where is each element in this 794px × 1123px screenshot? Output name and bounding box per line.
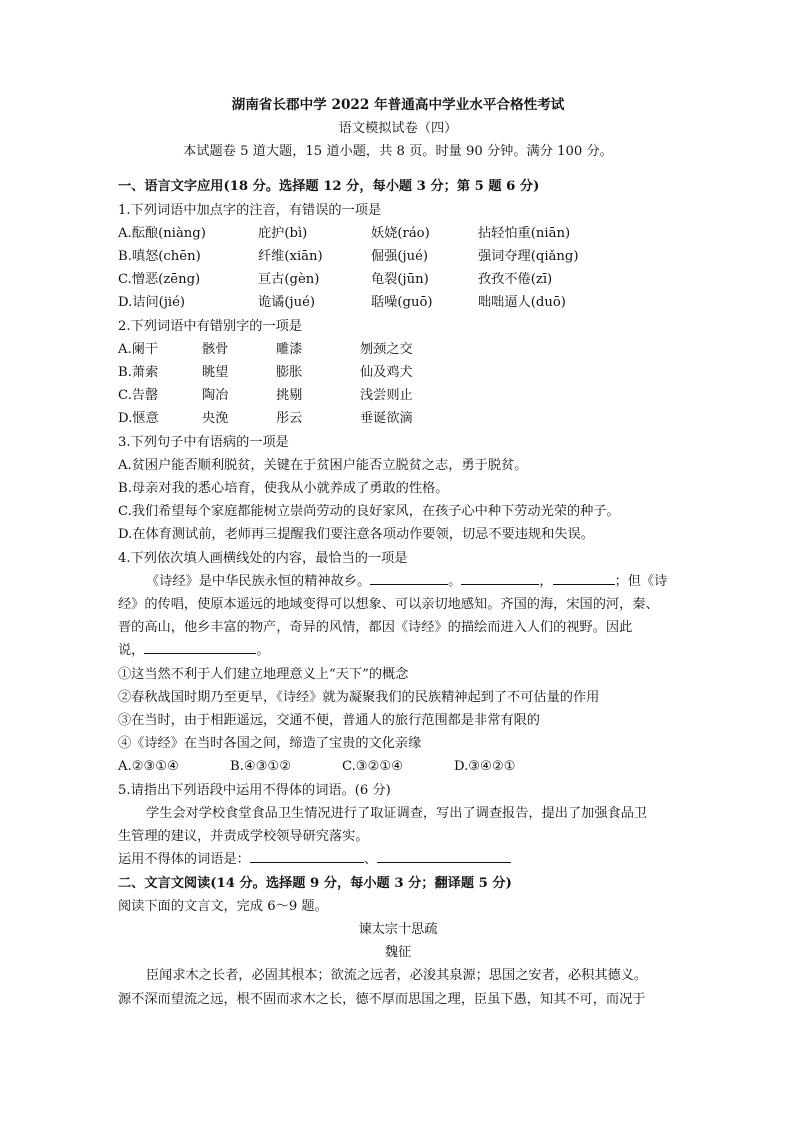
q4-blank-1 bbox=[370, 570, 448, 585]
q1-d-word-1: D.诘问(jié) bbox=[118, 295, 186, 311]
q1-option-a bbox=[118, 222, 678, 245]
q4-passage-text: 说， bbox=[118, 643, 145, 659]
q2-a-word-3: 雕漆 bbox=[276, 341, 303, 357]
q1-b-word-4: 强词夺理(qiǎng) bbox=[478, 249, 579, 265]
q4-item-4: ④《诗经》在当时各国之间，缔造了宝贵的文化亲缘 bbox=[118, 736, 422, 752]
q1-c-word-3: 龟裂(jūn) bbox=[371, 272, 429, 288]
q1-a-word-2: 庇护(bì) bbox=[258, 225, 308, 241]
q4-blank-3 bbox=[553, 570, 615, 585]
q3-option-c: C.我们希望每个家庭都能树立崇尚劳动的良好家风，在孩子心中种下劳动光荣的种子。 bbox=[118, 504, 620, 520]
classical-text-line-2: 源不深而望流之远，根不固而求木之长，德不厚而思国之理，臣虽下愚，知其不可，而况于 bbox=[118, 991, 646, 1007]
q1-b-word-2: 纤维(xiān) bbox=[258, 249, 323, 265]
q5-answer-blank-2[interactable] bbox=[377, 848, 511, 863]
q1-a-word-4: 拈轻怕重(niān) bbox=[478, 225, 571, 241]
q2-a-word-2: 骸骨 bbox=[202, 341, 229, 357]
q2-b-word-3: 膨胀 bbox=[276, 365, 303, 381]
q5-separator: 、 bbox=[363, 852, 378, 868]
q1-a-word-1: A.酝酿(niàng) bbox=[118, 225, 206, 241]
q2-d-word-2: 央浼 bbox=[202, 411, 229, 427]
q2-c-word-1: C.告罄 bbox=[118, 388, 159, 404]
q4-choices bbox=[118, 755, 678, 778]
exam-page bbox=[118, 93, 678, 1011]
q2-b-word-2: 眺望 bbox=[202, 365, 229, 381]
section-1-heading: 一、语言文字应用(18 分。选择题 12 分，每小题 3 分；第 5 题 6 分) bbox=[118, 179, 540, 195]
q4-blank-4 bbox=[144, 639, 256, 654]
q3-option-d: D.在体育测试前，老师再三提醒我们要注意各项动作要领，切忌不要违规和失误。 bbox=[118, 527, 594, 543]
q5-passage-line-2: 生管理的建议，并责成学校领导研究落实。 bbox=[118, 829, 369, 845]
question-5-stem: 5.请指出下列语段中运用不得体的词语。(6 分) bbox=[118, 782, 391, 798]
q2-c-word-2: 陶冶 bbox=[202, 388, 229, 404]
exam-title: 湖南省长郡中学 2022 年普通高中学业水平合格性考试 bbox=[231, 97, 565, 113]
q1-b-word-1: B.嗔怒(chēn) bbox=[118, 249, 201, 265]
exam-info: 本试题卷 5 道大题，15 道小题，共 8 页。时量 90 分钟。满分 100 分。 bbox=[183, 144, 613, 160]
q5-answer-label: 运用不得体的词语是： bbox=[118, 852, 250, 868]
q1-d-word-3: 聒噪(guō) bbox=[371, 295, 433, 311]
q3-option-a: A.贫困户能否顺利脱贫，关键在于贫困户能否立脱贫之志，勇于脱贫。 bbox=[118, 457, 528, 473]
q4-passage-text: ；但《诗 bbox=[614, 573, 668, 589]
q2-b-word-1: B.萧索 bbox=[118, 365, 159, 381]
q5-answer-blank-1[interactable] bbox=[250, 848, 364, 863]
q2-d-word-4: 垂诞欲滴 bbox=[360, 411, 413, 427]
section-2-heading: 二、文言文阅读(14 分。选择题 9 分，每小题 3 分；翻译题 5 分) bbox=[118, 875, 512, 891]
q2-c-word-3: 挑剔 bbox=[276, 388, 303, 404]
classical-text-author: 魏征 bbox=[384, 945, 412, 961]
q4-item-1: ①这当然不利于人们建立地理意义上“天下”的概念 bbox=[118, 666, 409, 682]
q4-choice-d: D.③④②① bbox=[454, 759, 516, 775]
q4-passage-text: 《诗经》是中华民族永恒的精神故乡。 bbox=[146, 573, 371, 589]
q1-option-c bbox=[118, 268, 678, 291]
q2-d-word-1: D.惬意 bbox=[118, 411, 159, 427]
q1-b-word-3: 倔强(jué) bbox=[371, 249, 429, 265]
q2-option-d bbox=[118, 407, 678, 430]
exam-subtitle: 语文模拟试卷（四） bbox=[338, 121, 458, 136]
q4-blank-2 bbox=[461, 570, 539, 585]
q1-option-d bbox=[118, 291, 678, 314]
classical-text-title: 谏太宗十思疏 bbox=[358, 921, 438, 937]
question-1-stem: 1.下列词语中加点字的注音，有错误的一项是 bbox=[118, 202, 382, 218]
q2-d-word-3: 彤云 bbox=[276, 411, 303, 427]
q4-choice-c: C.③②①④ bbox=[342, 759, 404, 775]
q4-passage-line-4 bbox=[118, 639, 678, 662]
q4-punct: 。 bbox=[448, 573, 462, 589]
q1-c-word-2: 亘古(gèn) bbox=[258, 272, 320, 288]
q4-passage-line-3: 晋的高山，他乡丰富的物产，奇异的风情，都因《诗经》的描绘而进入人们的视野。因此 bbox=[118, 620, 633, 636]
q2-option-b bbox=[118, 361, 678, 384]
q5-passage-line-1: 学生会对学校食堂食品卫生情况进行了取证调查，写出了调查报告，提出了加强食品卫 bbox=[146, 805, 648, 821]
q1-d-word-2: 诡谲(jué) bbox=[258, 295, 316, 311]
classical-text-line-1: 臣闻求木之长者，必固其根本；欲流之远者，必浚其泉源；思国之安者，必积其德义。 bbox=[146, 968, 648, 984]
q2-option-c bbox=[118, 384, 678, 407]
q4-passage-line-1 bbox=[118, 570, 678, 593]
q3-option-b: B.母亲对我的悉心培育，使我从小就养成了勇敢的性格。 bbox=[118, 481, 449, 497]
q4-punct: ， bbox=[539, 573, 553, 589]
q4-item-3: ③在当时，由于相距遥远，交通不便，普通人的旅行范围都是非常有限的 bbox=[118, 713, 540, 729]
question-3-stem: 3.下列句子中有语病的一项是 bbox=[118, 434, 289, 450]
q2-a-word-1: A.阑干 bbox=[118, 341, 159, 357]
q2-c-word-4: 浅尝则止 bbox=[360, 388, 413, 404]
q4-choice-a: A.②③①④ bbox=[118, 759, 180, 775]
q4-choice-b: B.④③①② bbox=[230, 759, 292, 775]
q1-option-b bbox=[118, 245, 678, 268]
question-4-stem: 4.下列依次填人画横线处的内容，最恰当的一项是 bbox=[118, 550, 408, 566]
q4-passage-line-2: 经》的传唱，使原本遥远的地域变得可以想象、可以亲切地感知。齐国的海，宋国的河，秦、 bbox=[118, 597, 659, 613]
q2-option-a bbox=[118, 338, 678, 361]
question-2-stem: 2.下列词语中有错别字的一项是 bbox=[118, 318, 303, 334]
q1-d-word-4: 咄咄逼人(duō) bbox=[478, 295, 566, 311]
q1-c-word-4: 孜孜不倦(zī) bbox=[478, 272, 553, 288]
q2-a-word-4: 刎颈之交 bbox=[360, 341, 413, 357]
section-2-intro: 阅读下面的文言文，完成 6～9 题。 bbox=[118, 898, 328, 914]
q2-b-word-4: 仙及鸡犬 bbox=[360, 365, 413, 381]
q4-item-2: ②春秋战国时期乃至更早，《诗经》就为凝聚我们的民族精神起到了不可估量的作用 bbox=[118, 689, 600, 705]
q1-c-word-1: C.憎恶(zēng) bbox=[118, 272, 201, 288]
q1-a-word-3: 妖娆(ráo) bbox=[371, 225, 430, 241]
q5-answer-line bbox=[118, 848, 678, 871]
q4-punct: 。 bbox=[256, 643, 270, 659]
